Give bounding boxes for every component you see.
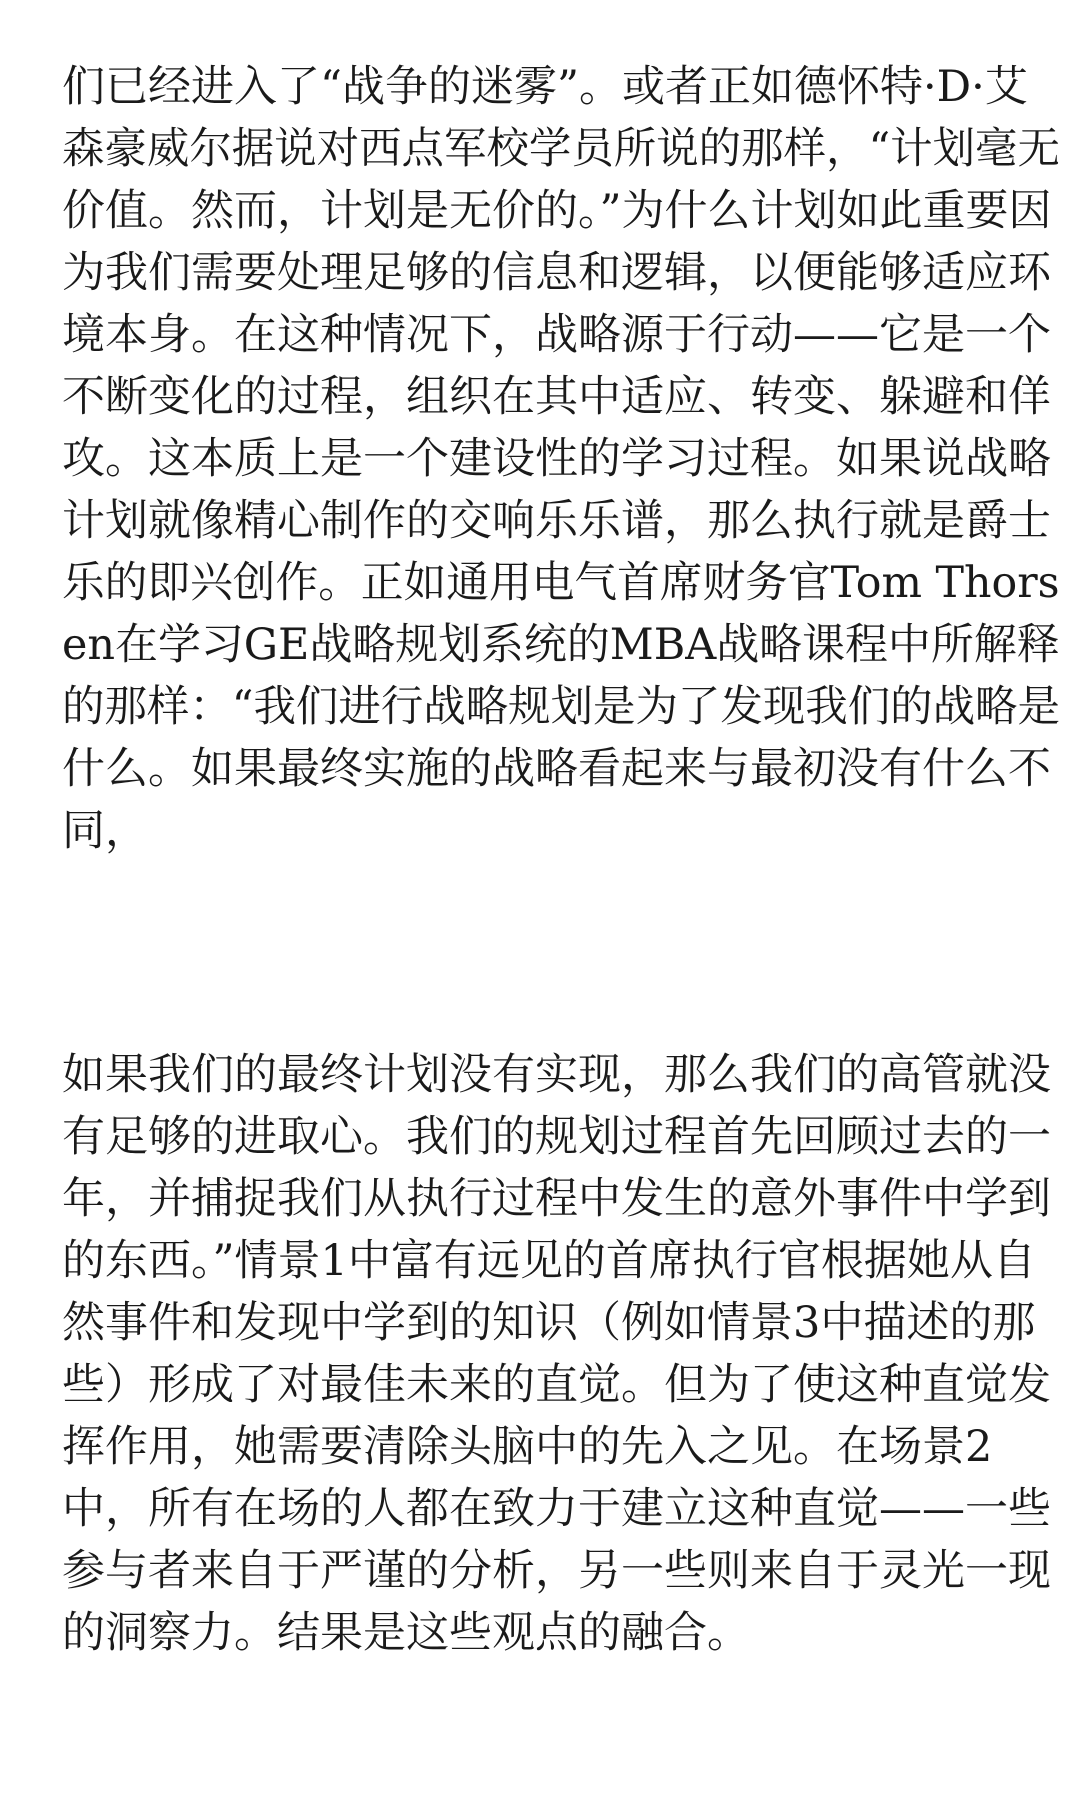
text-line: 计划就像精心制作的交响乐乐谱，那么执行就是爵士 — [62, 496, 1051, 546]
text-line: 境本身。在这种情况下，战略源于行动——它是一个 — [62, 310, 1051, 360]
text-line: 乐的即兴创作。正如通用电气首席财务官Tom Thors — [62, 558, 1060, 608]
text-line: 们已经进入了“战争的迷雾”。或者正如德怀特·D·艾 — [62, 62, 1028, 112]
text-line: 有足够的进取心。我们的规划过程首先回顾过去的一 — [62, 1112, 1051, 1162]
text-line: 价值。然而，计划是无价的。”为什么计划如此重要因 — [62, 186, 1052, 236]
text-line: 然事件和发现中学到的知识（例如情景3中描述的那 — [62, 1298, 1036, 1348]
text-line: 什么。如果最终实施的战略看起来与最初没有什么不 — [62, 744, 1051, 794]
text-line: en在学习GE战略规划系统的MBA战略课程中所解释 — [62, 620, 1060, 670]
text-line: 的洞察力。结果是这些观点的融合。 — [62, 1608, 750, 1658]
text-line: 攻。这本质上是一个建设性的学习过程。如果说战略 — [62, 434, 1051, 484]
text-line: 的那样：“我们进行战略规划是为了发现我们的战略是 — [62, 682, 1060, 732]
text-line: 同， — [62, 806, 148, 856]
text-line: 的东西。”情景1中富有远见的首席执行官根据她从自 — [62, 1236, 1036, 1286]
text-line: 为我们需要处理足够的信息和逻辑，以便能够适应环 — [62, 248, 1051, 298]
text-line: 挥作用，她需要清除头脑中的先入之见。在场景2 — [62, 1422, 993, 1472]
text-line: 参与者来自于严谨的分析，另一些则来自于灵光一现 — [62, 1546, 1051, 1596]
text-line: 森豪威尔据说对西点军校学员所说的那样，“计划毫无 — [62, 124, 1060, 174]
text-line: 年，并捕捉我们从执行过程中发生的意外事件中学到 — [62, 1174, 1051, 1224]
text-line: 不断变化的过程，组织在其中适应、转变、躲避和佯 — [62, 372, 1051, 422]
text-line: 些）形成了对最佳未来的直觉。但为了使这种直觉发 — [62, 1360, 1051, 1410]
text-line: 如果我们的最终计划没有实现，那么我们的高管就没 — [62, 1050, 1051, 1100]
text-line: 中，所有在场的人都在致力于建立这种直觉——一些 — [62, 1484, 1051, 1534]
